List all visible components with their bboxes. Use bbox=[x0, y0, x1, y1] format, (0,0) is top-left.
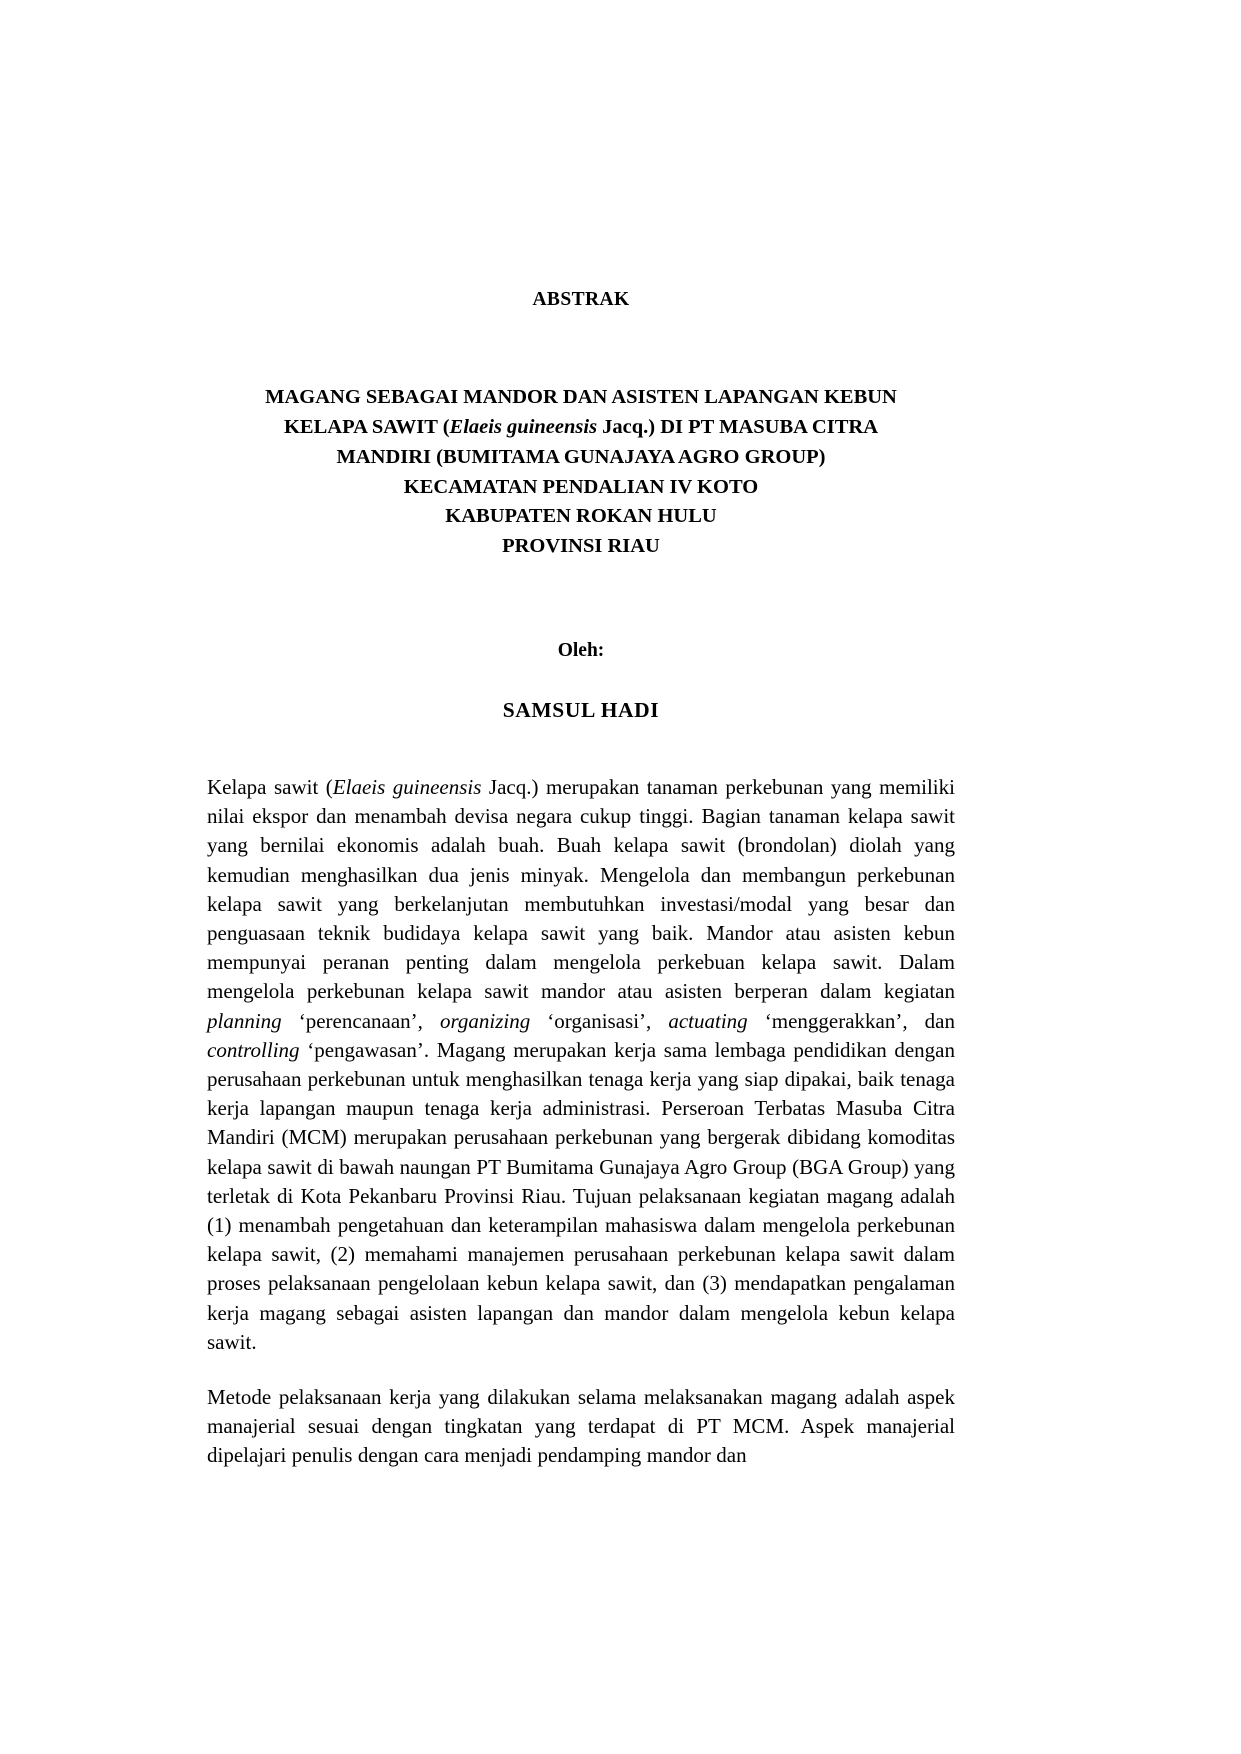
abstract-paragraph-2: Metode pelaksanaan kerja yang dilakukan selama melaksanakan magang adalah aspek manajerial sesuai dengan tingkatan yang terdapat di PT MCM. Aspek manajerial dipelajari penulis dengan cara menjadi pendamping mandor dan bbox=[207, 1385, 955, 1468]
title-line-3: MANDIRI (BUMITAMA GUNAJAYA AGRO GROUP) bbox=[336, 445, 826, 468]
paragraph-1-segment-9: ‘menggerakkan’, dan bbox=[747, 1008, 955, 1033]
title-line-5: KABUPATEN ROKAN HULU bbox=[445, 505, 717, 528]
paragraph-1-species-italic: Elaeis guineensis bbox=[332, 774, 482, 799]
paragraph-1-organizing-italic: organizing bbox=[439, 1008, 531, 1033]
title-line-6: PROVINSI RIAU bbox=[502, 534, 660, 557]
paragraph-1-controlling-italic: controlling bbox=[207, 1037, 300, 1062]
paragraph-1-segment-5: ‘perencanaan’, bbox=[281, 1008, 440, 1033]
byline-label: Oleh: bbox=[557, 639, 605, 661]
paragraph-1-segment-7: ‘organisasi’, bbox=[530, 1008, 669, 1033]
title-line-4: KECAMATAN PENDALIAN IV KOTO bbox=[403, 475, 759, 498]
thesis-title bbox=[207, 383, 955, 561]
title-line-2-prefix: KELAPA SAWIT ( bbox=[283, 416, 450, 439]
page-content bbox=[207, 0, 955, 1471]
paragraph-1-planning-italic: planning bbox=[207, 1008, 282, 1033]
title-line-2-suffix: Jacq.) DI PT MASUBA CITRA bbox=[597, 416, 879, 439]
abstract-paragraph-1 bbox=[207, 773, 955, 1357]
species-name-italic: Elaeis guineensis bbox=[449, 416, 598, 439]
paragraph-1-actuating-italic: actuating bbox=[668, 1008, 748, 1033]
paragraph-1-segment-1: Kelapa sawit ( bbox=[207, 774, 333, 799]
abstract-body bbox=[207, 773, 955, 1471]
title-line-2 bbox=[207, 413, 955, 443]
paragraph-1-segment-3: Jacq.) merupakan tanaman perkebunan yang memiliki nilai ekspor dan menambah devisa negara cukup tinggi. Bagian tanaman kelapa sawit yang bernilai ekonomis adalah buah. Buah kelapa sawit (brondolan) diolah yang kemudian menghasilkan dua jenis minyak. Mengelola dan membangun perkebunan kelapa sawit yang berkelanjutan membutuhkan investasi/modal yang besar dan penguasaan teknik budidaya kelapa sawit yang baik. Mandor atau asisten kebun mempunyai peranan penting dalam mengelola perkebuan kelapa sawit. Dalam mengelola perkebunan kelapa sawit mandor atau asisten berperan dalam kegiatan bbox=[207, 774, 955, 1004]
abstract-heading: ABSTRAK bbox=[532, 289, 630, 310]
author-name: SAMSUL HADI bbox=[502, 698, 660, 723]
paragraph-1-segment-11: ‘pengawasan’. Magang merupakan kerja sama lembaga pendidikan dengan perusahaan perkebunan untuk menghasilkan tenaga kerja yang siap dipakai, baik tenaga kerja lapangan maupun tenaga kerja administrasi. Perseroan Terbatas Masuba Citra Mandiri (MCM) merupakan perusahaan perkebunan yang bergerak dibidang komoditas kelapa sawit di bawah naungan PT Bumitama Gunajaya Agro Group (BGA Group) yang terletak di Kota Pekanbaru Provinsi Riau. Tujuan pelaksanaan kegiatan magang adalah (1) menambah pengetahuan dan keterampilan mahasiswa dalam mengelola perkebunan kelapa sawit, (2) memahami manajemen perusahaan perkebunan kelapa sawit dalam proses pelaksanaan pengelolaan kebun kelapa sawit, dan (3) mendapatkan pengalaman kerja magang sebagai asisten lapangan dan mandor dalam mengelola kebun kelapa sawit. bbox=[207, 1037, 955, 1354]
title-line-1: MAGANG SEBAGAI MANDOR DAN ASISTEN LAPANGAN KEBUN bbox=[265, 386, 897, 409]
